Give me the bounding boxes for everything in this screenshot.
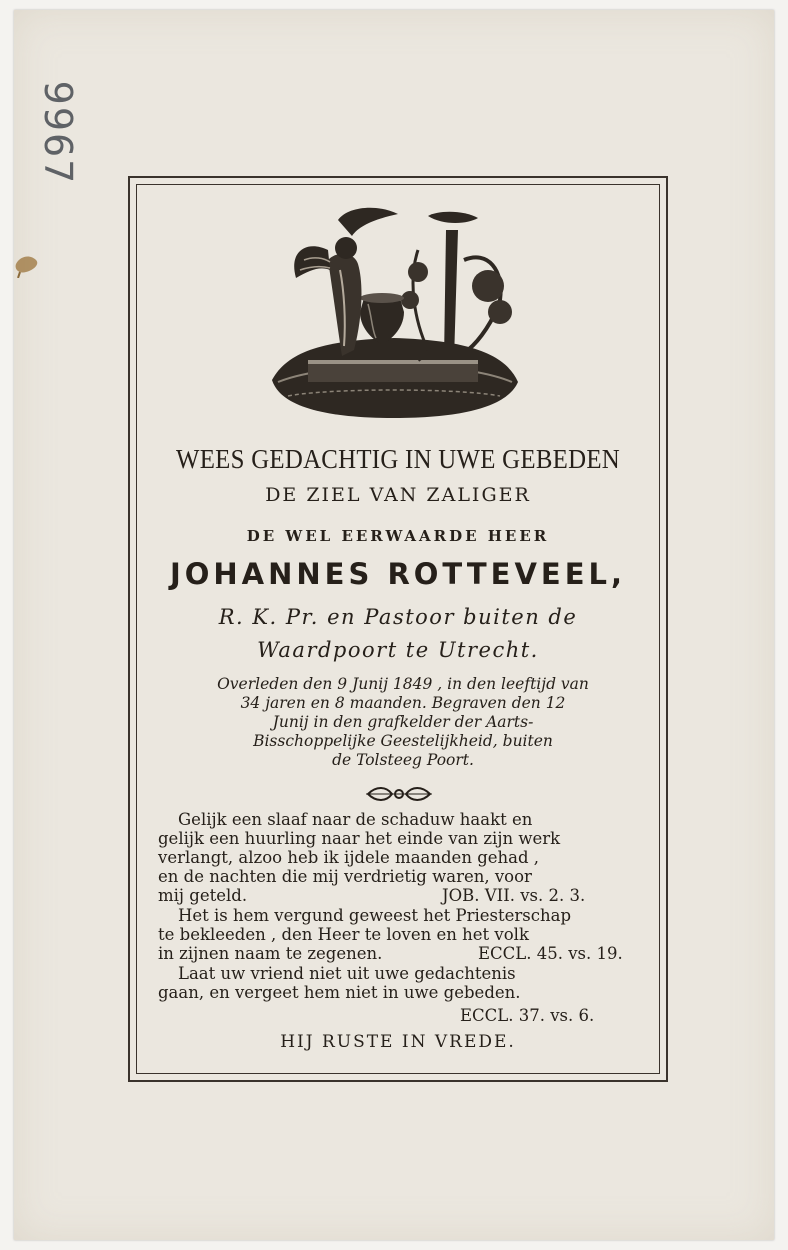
scripture-reference: ECCL. 37. vs. 6.	[460, 1006, 595, 1025]
verse-line: gelijk een huurling naar het einde van zijn werk	[158, 829, 561, 848]
scripture-reference: JOB. VII. vs. 2. 3.	[442, 886, 586, 905]
verse-line: verlangt, alzoo heb ik ijdele maanden gehad ,	[158, 848, 540, 867]
verse-line: mij geteld.	[158, 886, 248, 905]
death-notice-line: Overleden den 9 Junij 1849 , in den leeftijd van	[217, 675, 589, 693]
death-notice-line: Junij in den grafkelder der Aarts-	[272, 713, 534, 731]
verse-line: Laat uw vriend niet uit uwe gedachtenis	[178, 964, 516, 983]
archive-number: 9967	[36, 80, 80, 186]
mourning-angel-urn-engraving	[268, 200, 520, 422]
scripture-reference: ECCL. 45. vs. 19.	[478, 944, 623, 963]
deceased-name: JOHANNES ROTTEVEEL,	[169, 557, 627, 591]
verse-line: in zijnen naam te zegenen.	[158, 944, 383, 963]
verse-line: Het is hem vergund geweest het Priesterschap	[178, 906, 572, 925]
soul-line: DE ZIEL VAN ZALIGER	[265, 484, 531, 506]
death-notice-line: 34 jaren en 8 maanden. Begraven den 12	[240, 694, 566, 712]
title-line-2: Waardpoort te Utrecht.	[257, 638, 539, 662]
prayer-line: WEES GEDACHTIG IN UWE GEBEDEN	[175, 444, 621, 474]
verse-line: gaan, en vergeet hem niet in uwe gebeden.	[158, 983, 521, 1002]
foxing-stain	[14, 252, 42, 278]
verse-line: te bekleeden , den Heer te loven en het volk	[158, 925, 529, 944]
death-notice-line: de Tolsteeg Poort.	[332, 751, 474, 769]
honorific-line: DE WEL EERWAARDE HEER	[246, 527, 550, 545]
verse-line: en de nachten die mij verdrietig waren, voor	[158, 867, 532, 886]
verse-line: Gelijk een slaaf naar de schaduw haakt en	[178, 810, 533, 829]
death-notice-line: Bisschoppelijke Geestelijkheid, buiten	[253, 732, 553, 750]
closing-line: HIJ RUSTE IN VREDE.	[280, 1032, 516, 1052]
ornament-divider	[366, 784, 432, 804]
title-line-1: R. K. Pr. en Pastoor buiten de	[218, 605, 578, 629]
